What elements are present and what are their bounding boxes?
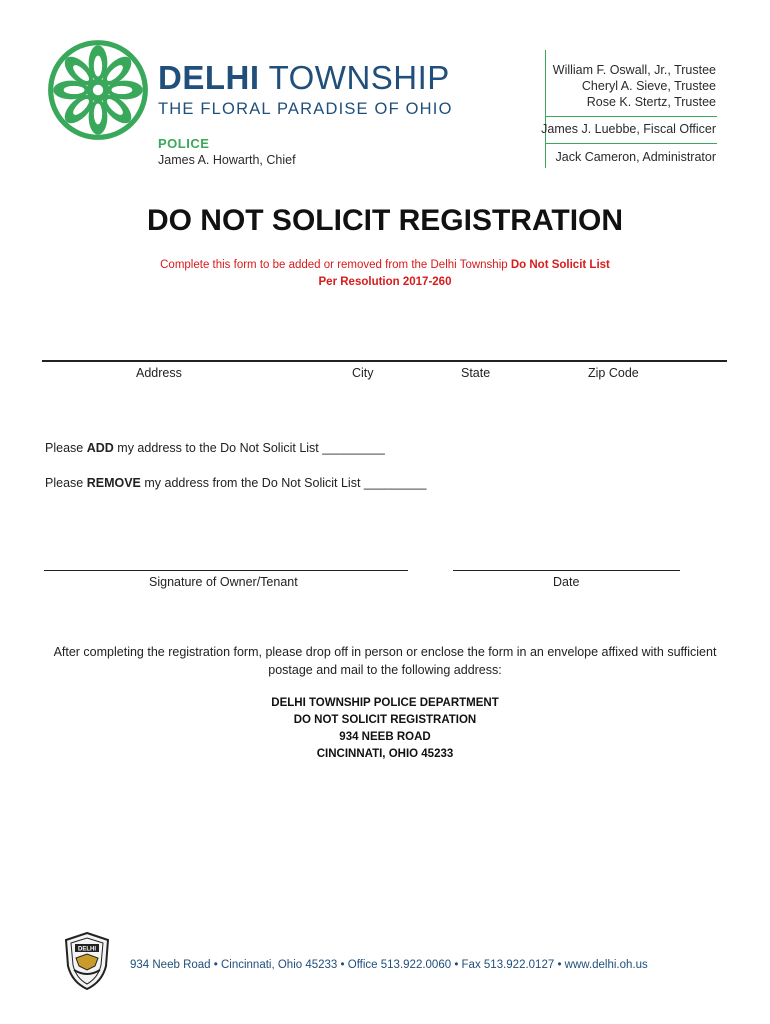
city-label: City xyxy=(352,366,374,380)
officials-divider xyxy=(545,50,546,168)
officials-rule xyxy=(545,116,717,117)
officials-rule xyxy=(545,143,717,144)
brand-tagline: THE FLORAL PARADISE OF OHIO xyxy=(158,100,453,118)
fiscal-officer: James J. Luebbe, Fiscal Officer xyxy=(541,122,716,136)
mail-address-line: 934 NEEB ROAD xyxy=(339,731,431,743)
form-instructions: Complete this form to be added or removed from the Delhi Township Do Not Solicit List xyxy=(160,259,610,271)
address-input-line[interactable] xyxy=(42,360,727,362)
brand-name: DELHI TOWNSHIP xyxy=(158,59,450,96)
trustee-1: William F. Oswall, Jr., Trustee xyxy=(552,63,716,77)
mail-address-line: CINCINNATI, OHIO 45233 xyxy=(316,748,454,760)
state-label: State xyxy=(461,366,491,380)
closing-instructions: After completing the registration form, please drop off in person or enclose the form in an envelope affixed with sufficient postage and mail to the following address: xyxy=(53,645,717,677)
address-label: Address xyxy=(136,366,182,380)
zip-code-label: Zip Code xyxy=(588,366,639,380)
date-line[interactable] xyxy=(453,570,680,571)
trustee-2: Cheryl A. Sieve, Trustee xyxy=(581,79,716,93)
administrator: Jack Cameron, Administrator xyxy=(555,150,716,164)
chief-name: James A. Howarth, Chief xyxy=(158,153,296,167)
footer-contact-info: 934 Neeb Road • Cincinnati, Ohio 45233 • Office 513.922.0060 • Fax 513.922.0127 • www.delhi.oh.us xyxy=(130,959,648,971)
department-label: POLICE xyxy=(158,136,210,151)
form-title: DO NOT SOLICIT REGISTRATION xyxy=(146,204,624,237)
mail-address-line: DO NOT SOLICIT REGISTRATION xyxy=(293,714,477,726)
police-badge-icon xyxy=(62,932,112,990)
delhi-flower-logo-icon xyxy=(46,38,150,142)
resolution-reference: Per Resolution 2017-260 xyxy=(318,276,452,288)
signature-label: Signature of Owner/Tenant xyxy=(149,575,298,589)
date-label: Date xyxy=(553,575,580,589)
add-option[interactable]: Please ADD my address to the Do Not Solicit List _________ xyxy=(45,441,385,455)
remove-option[interactable]: Please REMOVE my address from the Do Not Solicit List _________ xyxy=(45,476,427,490)
mail-address-line: DELHI TOWNSHIP POLICE DEPARTMENT xyxy=(271,697,499,709)
svg-text:DELHI: DELHI xyxy=(78,946,96,953)
signature-line[interactable] xyxy=(44,570,408,571)
trustee-3: Rose K. Stertz, Trustee xyxy=(586,95,716,109)
